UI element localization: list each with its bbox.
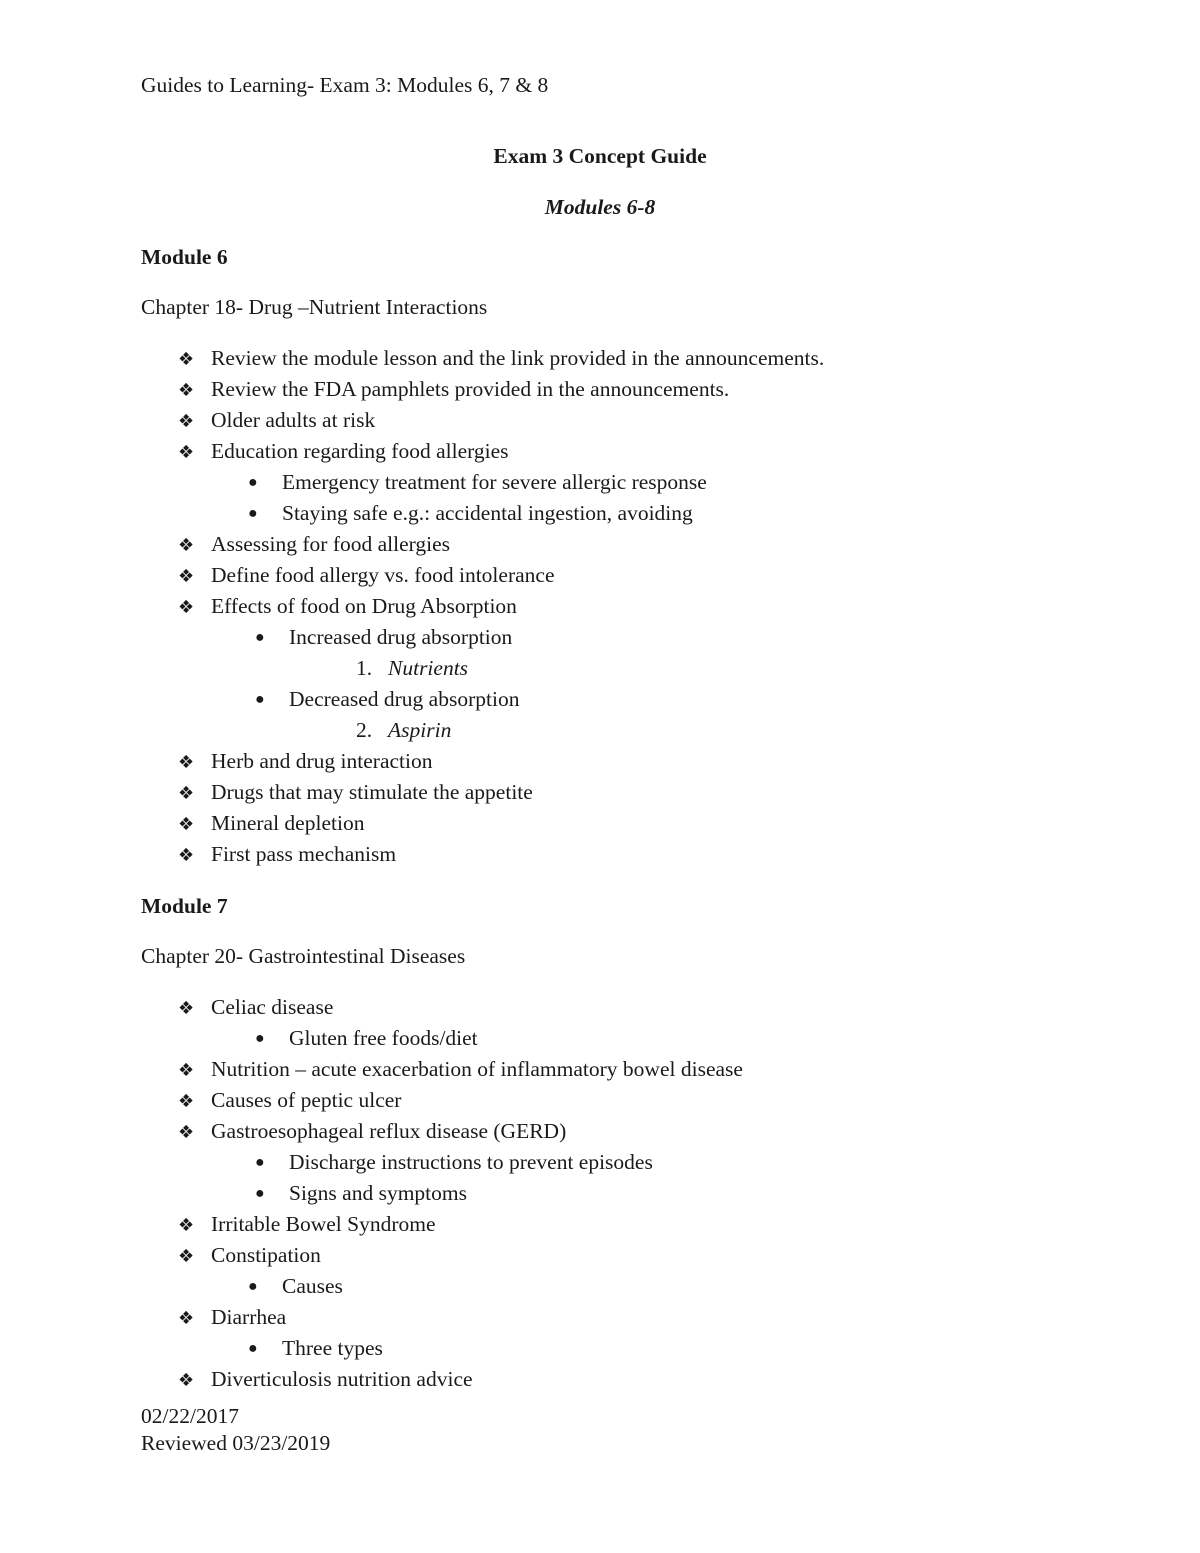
list-item: ❖ Drugs that may stimulate the appetite bbox=[178, 780, 533, 804]
diamond-bullet-icon: ❖ bbox=[178, 442, 195, 463]
dot-bullet-icon: ● bbox=[255, 629, 265, 646]
dot-bullet-icon: ● bbox=[255, 1030, 265, 1047]
dot-bullet-icon: ● bbox=[248, 1340, 258, 1357]
sub-list-item: ● Three types bbox=[248, 1336, 383, 1360]
sub-list-item: ● Emergency treatment for severe allergic response bbox=[248, 470, 707, 494]
list-item: ❖ Define food allergy vs. food intolerance bbox=[178, 563, 555, 587]
sub-list-item: ● Signs and symptoms bbox=[255, 1181, 467, 1205]
document-subtitle: Modules 6-8 bbox=[544, 195, 656, 219]
diamond-bullet-icon: ❖ bbox=[178, 1370, 195, 1391]
diamond-bullet-icon: ❖ bbox=[178, 814, 195, 835]
page-header: Guides to Learning- Exam 3: Modules 6, 7 & 8 bbox=[141, 73, 549, 97]
list-item: ❖ Nutrition – acute exacerbation of inflammatory bowel disease bbox=[178, 1057, 743, 1081]
list-item: ❖ Causes of peptic ulcer bbox=[178, 1088, 402, 1112]
diamond-bullet-icon: ❖ bbox=[178, 845, 195, 866]
diamond-bullet-icon: ❖ bbox=[178, 411, 195, 432]
diamond-bullet-icon: ❖ bbox=[178, 1246, 195, 1267]
diamond-bullet-icon: ❖ bbox=[178, 1122, 195, 1143]
diamond-bullet-icon: ❖ bbox=[178, 998, 195, 1019]
diamond-bullet-icon: ❖ bbox=[178, 1308, 195, 1329]
dot-bullet-icon: ● bbox=[248, 1278, 258, 1295]
diamond-bullet-icon: ❖ bbox=[178, 752, 195, 773]
list-item: ❖ Mineral depletion bbox=[178, 811, 365, 835]
list-item: ❖ Review the module lesson and the link provided in the announcements. bbox=[178, 346, 825, 370]
list-item: ❖ Effects of food on Drug Absorption bbox=[178, 594, 517, 618]
module-6-heading: Module 6 bbox=[141, 245, 228, 269]
sub-list-item: ● Increased drug absorption bbox=[255, 625, 513, 649]
dot-bullet-icon: ● bbox=[255, 1154, 265, 1171]
sub-list-item: ● Staying safe e.g.: accidental ingestion, avoiding bbox=[248, 501, 693, 525]
list-item: ❖ Herb and drug interaction bbox=[178, 749, 433, 773]
list-item: ❖ Constipation bbox=[178, 1243, 321, 1267]
footer-date: 02/22/2017 bbox=[141, 1404, 239, 1428]
list-item: ❖ Gastroesophageal reflux disease (GERD) bbox=[178, 1119, 567, 1143]
module-7-heading: Module 7 bbox=[141, 894, 228, 918]
diamond-bullet-icon: ❖ bbox=[178, 597, 195, 618]
numbered-item: 1. Nutrients bbox=[356, 656, 469, 680]
diamond-bullet-icon: ❖ bbox=[178, 566, 195, 587]
dot-bullet-icon: ● bbox=[248, 474, 258, 491]
diamond-bullet-icon: ❖ bbox=[178, 1091, 195, 1112]
diamond-bullet-icon: ❖ bbox=[178, 1215, 195, 1236]
list-item: ❖ First pass mechanism bbox=[178, 842, 397, 866]
sub-list-item: ● Causes bbox=[248, 1274, 343, 1298]
dot-bullet-icon: ● bbox=[255, 1185, 265, 1202]
list-item: ❖ Irritable Bowel Syndrome bbox=[178, 1212, 436, 1236]
module-6-chapter: Chapter 18- Drug –Nutrient Interactions bbox=[141, 295, 488, 319]
list-item: ❖ Diarrhea bbox=[178, 1305, 287, 1329]
sub-list-item: ● Gluten free foods/diet bbox=[255, 1026, 478, 1050]
list-item: ❖ Diverticulosis nutrition advice bbox=[178, 1367, 473, 1391]
diamond-bullet-icon: ❖ bbox=[178, 535, 195, 556]
list-item: ❖ Older adults at risk bbox=[178, 408, 376, 432]
list-item: ❖ Celiac disease bbox=[178, 995, 334, 1019]
diamond-bullet-icon: ❖ bbox=[178, 380, 195, 401]
footer-reviewed: Reviewed 03/23/2019 bbox=[141, 1431, 331, 1455]
document-title: Exam 3 Concept Guide bbox=[493, 144, 707, 168]
numbered-item: 2. Aspirin bbox=[356, 718, 452, 742]
diamond-bullet-icon: ❖ bbox=[178, 349, 195, 370]
diamond-bullet-icon: ❖ bbox=[178, 1060, 195, 1081]
list-item: ❖ Education regarding food allergies bbox=[178, 439, 509, 463]
list-item: ❖ Assessing for food allergies bbox=[178, 532, 451, 556]
module-7-chapter: Chapter 20- Gastrointestinal Diseases bbox=[141, 944, 466, 968]
list-item: ❖ Review the FDA pamphlets provided in the announcements. bbox=[178, 377, 730, 401]
dot-bullet-icon: ● bbox=[255, 691, 265, 708]
sub-list-item: ● Discharge instructions to prevent episodes bbox=[255, 1150, 653, 1174]
diamond-bullet-icon: ❖ bbox=[178, 783, 195, 804]
sub-list-item: ● Decreased drug absorption bbox=[255, 687, 520, 711]
dot-bullet-icon: ● bbox=[248, 505, 258, 522]
